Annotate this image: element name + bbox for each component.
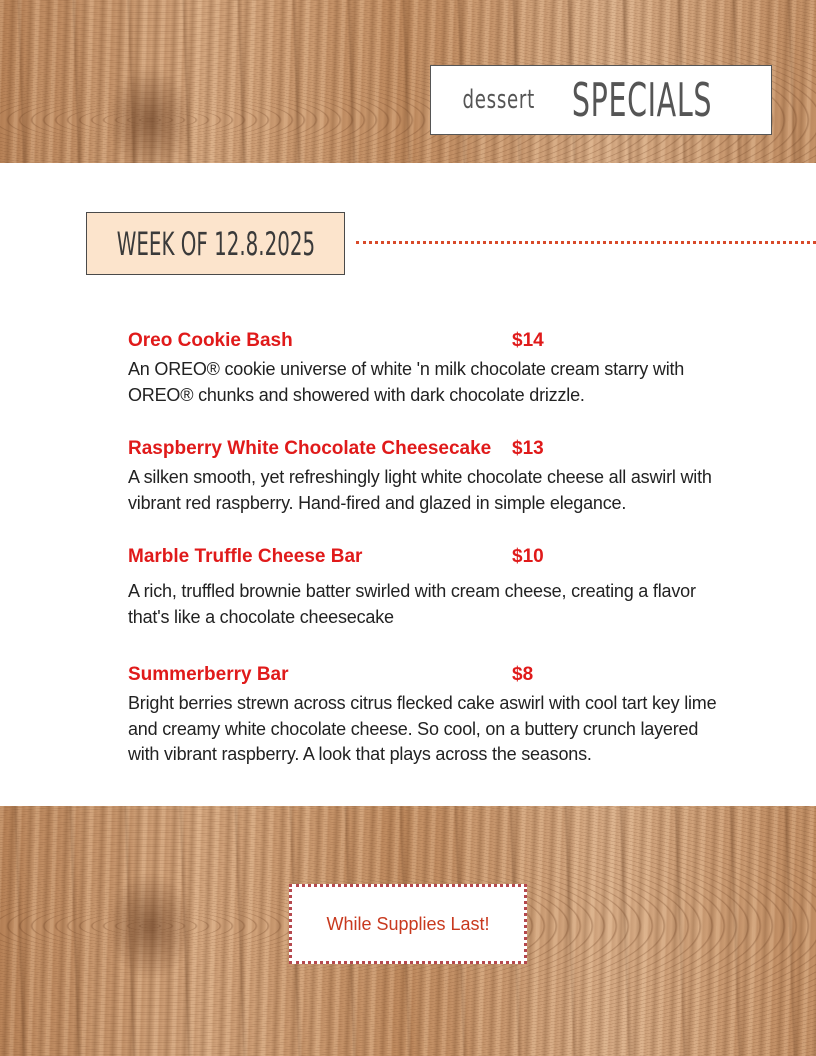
menu-item-description: A rich, truffled brownie batter swirled with cream cheese, creating a flavor that's like a chocolate cheesecake xyxy=(128,581,696,627)
menu-title-box xyxy=(430,65,772,135)
menu-item-name: Raspberry White Chocolate Cheesecake xyxy=(128,438,492,459)
menu-item-name: Oreo Cookie Bash xyxy=(128,330,293,351)
week-label: WEEK OF 12.8.2025 xyxy=(116,224,315,263)
supplies-notice-box xyxy=(289,884,527,964)
supplies-notice-text: While Supplies Last! xyxy=(326,913,490,934)
menu-item-name: Summerberry Bar xyxy=(128,664,289,685)
menu-item-price: $14 xyxy=(512,330,544,351)
menu-item-price: $10 xyxy=(512,546,544,567)
menu-item-price: $13 xyxy=(512,438,544,459)
title-big-text: SPECIALS xyxy=(571,73,712,127)
menu-item-name: Marble Truffle Cheese Bar xyxy=(128,546,363,567)
menu-item-price: $8 xyxy=(512,664,534,685)
dotted-divider xyxy=(356,241,816,244)
menu-item-description: A silken smooth, yet refreshingly light white chocolate cheese all aswirl with vibrant red raspberry. Hand-fired and glazed in simple elegance. xyxy=(128,467,712,513)
menu-item-description: An OREO® cookie universe of white 'n milk chocolate cream starry with OREO® chunks and showered with dark chocolate drizzle. xyxy=(128,359,685,405)
title-small-text: dessert xyxy=(462,85,536,115)
menu-item-description: Bright berries strewn across citrus flecked cake aswirl with cool tart key lime and creamy white chocolate cheese. So cool, on a buttery crunch layered with vibrant raspberry. A look that plays across the seasons. xyxy=(128,693,717,764)
week-label-box xyxy=(86,212,345,275)
